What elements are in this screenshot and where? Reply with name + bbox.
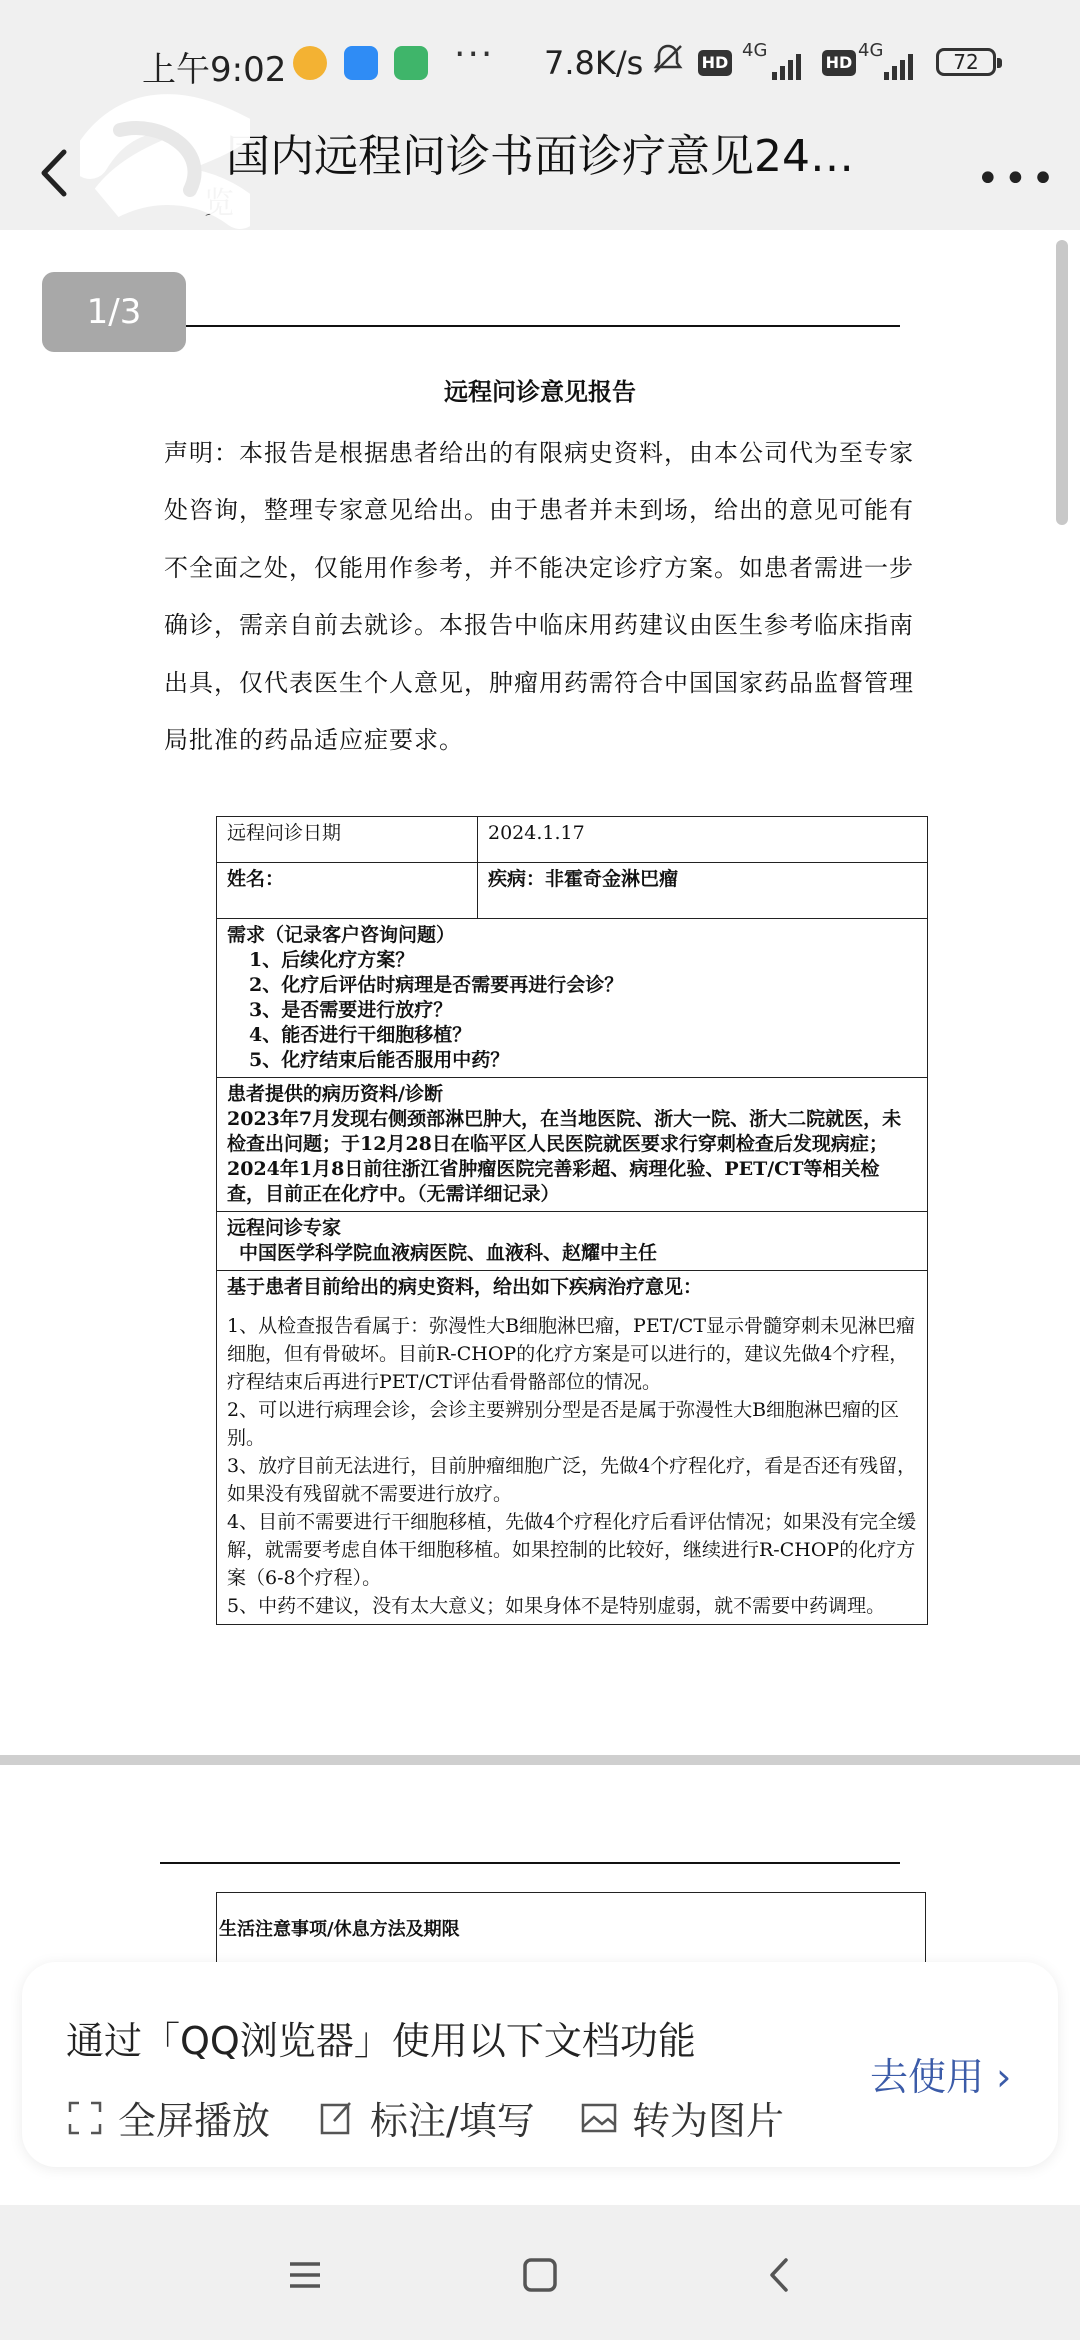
opinion-item: 3、放疗目前无法进行，目前肿瘤细胞广泛，先做4个疗程化疗，看是否还有残留，如果没有残留就不需要进行放疗。 (227, 1455, 917, 1505)
document-subtitle: 览 (204, 186, 234, 221)
opinion-item: 1、从检查报告看属于：弥漫性大B细胞淋巴瘤，PET/CT显示骨髓穿刺未见淋巴瘤细胞，但有骨破坏。目前R-CHOP的化疗方案是可以进行的，建议先做4个疗程，疗程结束后再进行PET/CT评估看骨骼部位的情况。 (227, 1315, 915, 1393)
menu-nav-button[interactable] (280, 2250, 330, 2300)
need-item: 2、化疗后评估时病理是否需要再进行会诊？ (249, 974, 624, 996)
expert-value: 中国医学科学院血液病医院、血液科、赵耀中主任 (239, 1242, 658, 1264)
title-bar (0, 120, 1080, 230)
header-rule (186, 325, 900, 327)
header-rule (160, 1862, 900, 1864)
home-nav-button[interactable] (515, 2250, 565, 2300)
fullscreen-label: 全屏播放 (118, 2099, 271, 2143)
date-value: 2024.1.17 (478, 817, 928, 863)
needs-title: 需求（记录客户咨询问题） (227, 924, 456, 946)
fullscreen-feature[interactable] (66, 2090, 270, 2145)
signal-icon (772, 50, 801, 80)
need-item: 1、后续化疗方案？ (249, 949, 415, 971)
history-section (217, 1078, 928, 1212)
page2-table (216, 1892, 926, 1964)
to-image-label: 转为图片 (632, 2099, 785, 2143)
disease-label: 疾病： (488, 868, 546, 890)
image-icon (580, 2099, 618, 2137)
need-item: 5、化疗结束后能否服用中药？ (249, 1049, 510, 1071)
square-icon (515, 2250, 565, 2300)
fullscreen-icon (66, 2099, 104, 2137)
name-label: 姓名： (227, 868, 285, 890)
qq-browser-promo-card[interactable] (22, 1962, 1058, 2167)
declaration-text: 声明：本报告是根据患者给出的有限病史资料，由本公司代为至专家处咨询，整理专家意见给出。由于患者并未到场，给出的意见可能有不全面之处，仅能用作参考，并不能决定诊疗方案。如患者需进一步确诊，需亲自前去就诊。本报告中临床用药建议由医生参考临床指南出具，仅代表医生个人意见，肿瘤用药需符合中国国家药品监督管理局批准的药品适应症要求。 (164, 439, 914, 755)
status-overflow-icon: ··· (454, 34, 495, 75)
chevron-left-icon (30, 138, 80, 208)
promo-text: 通过「QQ浏览器」使用以下文档功能 (66, 2019, 696, 2063)
back-nav-button[interactable] (755, 2250, 805, 2300)
page-indicator: 1/3 (42, 272, 186, 352)
hd-icon: HD (822, 50, 856, 76)
more-options-button[interactable]: ••• (976, 156, 1059, 202)
back-button[interactable] (30, 138, 80, 208)
edit-icon (318, 2099, 356, 2137)
date-label: 远程问诊日期 (217, 817, 478, 863)
disease-value: 非霍奇金淋巴瘤 (545, 868, 679, 890)
network-type-icon: 4G (742, 40, 768, 61)
name-cell (217, 863, 478, 919)
needs-section (217, 919, 928, 1078)
expert-section (217, 1212, 928, 1271)
document-title: 国内远程问诊书面诊疗意见24… (226, 131, 854, 182)
signal-icon (884, 50, 913, 80)
expert-title: 远程问诊专家 (227, 1217, 342, 1239)
network-speed: 7.8K/s (544, 44, 644, 82)
status-time: 上午9:02 (142, 50, 287, 90)
to-image-feature[interactable] (580, 2090, 784, 2145)
opinion-title: 基于患者目前给出的病史资料，给出如下疾病治疗意见： (227, 1276, 703, 1298)
hd-icon: HD (698, 50, 732, 76)
opinion-section (217, 1271, 928, 1625)
annotate-feature[interactable] (318, 2090, 535, 2145)
notification-app-icon (344, 46, 378, 80)
disease-cell (478, 863, 928, 919)
notification-app-icon (394, 46, 428, 80)
report-table (216, 816, 928, 1625)
mute-icon (650, 42, 686, 86)
opinion-item: 5、中药不建议，没有太大意义；如果身体不是特别虚弱，就不需要中药调理。 (227, 1595, 886, 1617)
opinion-item: 4、目前不需要进行干细胞移植，先做4个疗程化疗后看评估情况；如果没有完全缓解，就需要考虑自体干细胞移植。如果控制的比较好，继续进行R-CHOP的化疗方案（6-8个疗程）。 (227, 1511, 917, 1589)
battery-icon: 72 (936, 48, 996, 76)
page2-table-header: 生活注意事项/休息方法及期限 (219, 1919, 460, 1940)
need-item: 4、能否进行干细胞移植？ (249, 1024, 472, 1046)
page-separator (0, 1755, 1080, 1765)
need-item: 3、是否需要进行放疗？ (249, 999, 453, 1021)
go-use-button[interactable]: 去使用 › (870, 2055, 1012, 2099)
chevron-left-icon (755, 2250, 805, 2300)
network-type-icon: 4G (858, 40, 884, 61)
history-title: 患者提供的病历资料/诊断 (227, 1083, 443, 1105)
annotate-label: 标注/填写 (370, 2099, 535, 2143)
opinion-item: 2、可以进行病理会诊，会诊主要辨别分型是否是属于弥漫性大B细胞淋巴瘤的区别。 (227, 1399, 900, 1449)
history-text: 2023年7月发现右侧颈部淋巴肿大，在当地医院、浙大一院、浙大二院就医，未检查出问题；于12月28日在临平区人民医院就医要求行穿刺检查后发现病症；2024年1月8日前往浙江省肿瘤医院完善彩超、病理化验、PET/CT等相关检查，目前正在化疗中。（无需详细记录） (227, 1108, 902, 1205)
menu-icon (280, 2250, 330, 2300)
notification-app-icon (293, 46, 327, 80)
redaction-scribble (80, 90, 250, 230)
report-title: 远程问诊意见报告 (444, 377, 636, 406)
